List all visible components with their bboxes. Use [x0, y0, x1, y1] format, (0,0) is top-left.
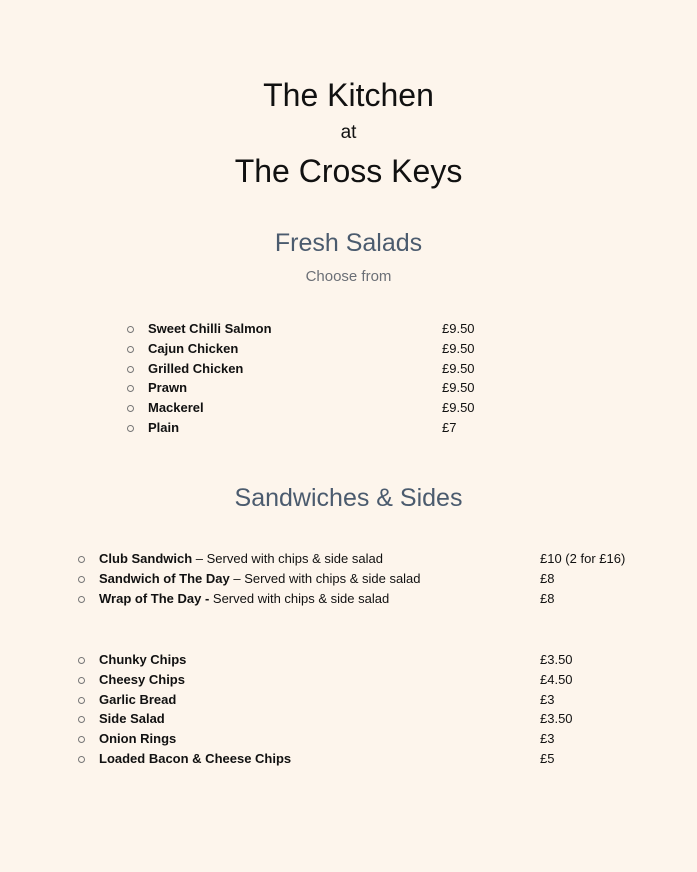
item-price: £8 [540, 570, 555, 586]
menu-item [63, 549, 683, 569]
menu-item [63, 670, 683, 690]
bullet-icon [78, 697, 85, 704]
bullet-icon [78, 596, 85, 603]
bullet-icon [78, 736, 85, 743]
item-price: £3.50 [540, 652, 573, 667]
item-price: £3 [540, 731, 555, 747]
salads-heading: Fresh Salads [274, 229, 423, 257]
item-name-text: Sandwich of The Day [99, 570, 230, 586]
item-price: £10 (2 for £16) [540, 551, 626, 566]
item-name [148, 378, 187, 398]
item-price: £4.50 [540, 671, 573, 687]
item-name-text: Prawn [148, 380, 188, 396]
item-price: £9.50 [442, 380, 475, 396]
item-name [148, 418, 179, 438]
item-name [99, 650, 186, 670]
menu-item [63, 650, 683, 670]
item-name-text: Onion Rings [99, 731, 177, 747]
menu-item [113, 378, 513, 398]
item-name [99, 749, 291, 769]
menu-item [63, 709, 683, 729]
bullet-icon [78, 677, 85, 684]
item-name-text: Club Sandwich [99, 551, 193, 566]
item-name [148, 319, 272, 339]
item-description: – Served with chips & side salad [192, 551, 383, 566]
bullet-icon [127, 366, 134, 373]
sides-list [63, 650, 683, 769]
item-name [99, 569, 421, 589]
item-name-text: Cajun Chicken [148, 340, 239, 356]
bullet-icon [78, 576, 85, 583]
bullet-icon [127, 346, 134, 353]
item-price: £9.50 [442, 360, 475, 376]
bullet-icon [78, 556, 85, 563]
item-name-text: Wrap of The Day - [99, 590, 210, 606]
item-name-text: Plain [148, 419, 180, 435]
bullet-icon [127, 326, 134, 333]
menu-item [113, 398, 513, 418]
item-name-text: Grilled Chicken [148, 360, 244, 376]
item-name-text: Sweet Chilli Salmon [148, 321, 272, 336]
item-name [99, 549, 383, 569]
bullet-icon [78, 756, 85, 763]
item-name [99, 670, 185, 690]
item-name-text: Loaded Bacon & Cheese Chips [99, 750, 292, 766]
bullet-icon [127, 405, 134, 412]
menu-item [63, 690, 683, 710]
item-price: £9.50 [442, 400, 475, 416]
menu-item [63, 569, 683, 589]
item-name-text: Chunky Chips [99, 652, 187, 667]
sandwiches-list [63, 549, 683, 608]
bullet-icon [127, 385, 134, 392]
item-name [148, 398, 204, 418]
item-name-text: Garlic Bread [99, 691, 177, 707]
item-name [148, 339, 238, 359]
bullet-icon [127, 425, 134, 432]
salads-subheading: Choose from [305, 268, 392, 285]
bullet-icon [78, 716, 85, 723]
item-name-text: Mackerel [148, 400, 204, 416]
item-name [99, 729, 176, 749]
item-name-text: Side Salad [99, 711, 165, 727]
title-line-1: The Kitchen [263, 77, 434, 113]
menu-item [113, 339, 513, 359]
item-price: £9.50 [442, 340, 475, 356]
menu-item [113, 418, 513, 438]
title-line-3: The Cross Keys [234, 153, 463, 189]
menu-item [63, 589, 683, 609]
sandwiches-heading: Sandwiches & Sides [234, 484, 463, 512]
menu-item [63, 749, 683, 769]
item-price: £3 [540, 691, 555, 707]
item-name [99, 709, 165, 729]
item-price: £3.50 [540, 711, 573, 727]
item-price: £8 [540, 590, 555, 606]
menu-item [113, 319, 513, 339]
item-price: £7 [442, 419, 457, 435]
item-price: £5 [540, 750, 555, 766]
title-line-2: at [340, 122, 357, 143]
item-price: £9.50 [442, 321, 475, 336]
menu-item [113, 359, 513, 379]
item-name [148, 359, 243, 379]
item-name [99, 589, 389, 609]
salads-list [113, 319, 513, 438]
item-name-text: Cheesy Chips [99, 671, 185, 687]
menu-item [63, 729, 683, 749]
item-name [99, 690, 176, 710]
item-description: – Served with chips & side salad [229, 570, 421, 586]
item-description: Served with chips & side salad [209, 590, 390, 606]
bullet-icon [78, 657, 85, 664]
